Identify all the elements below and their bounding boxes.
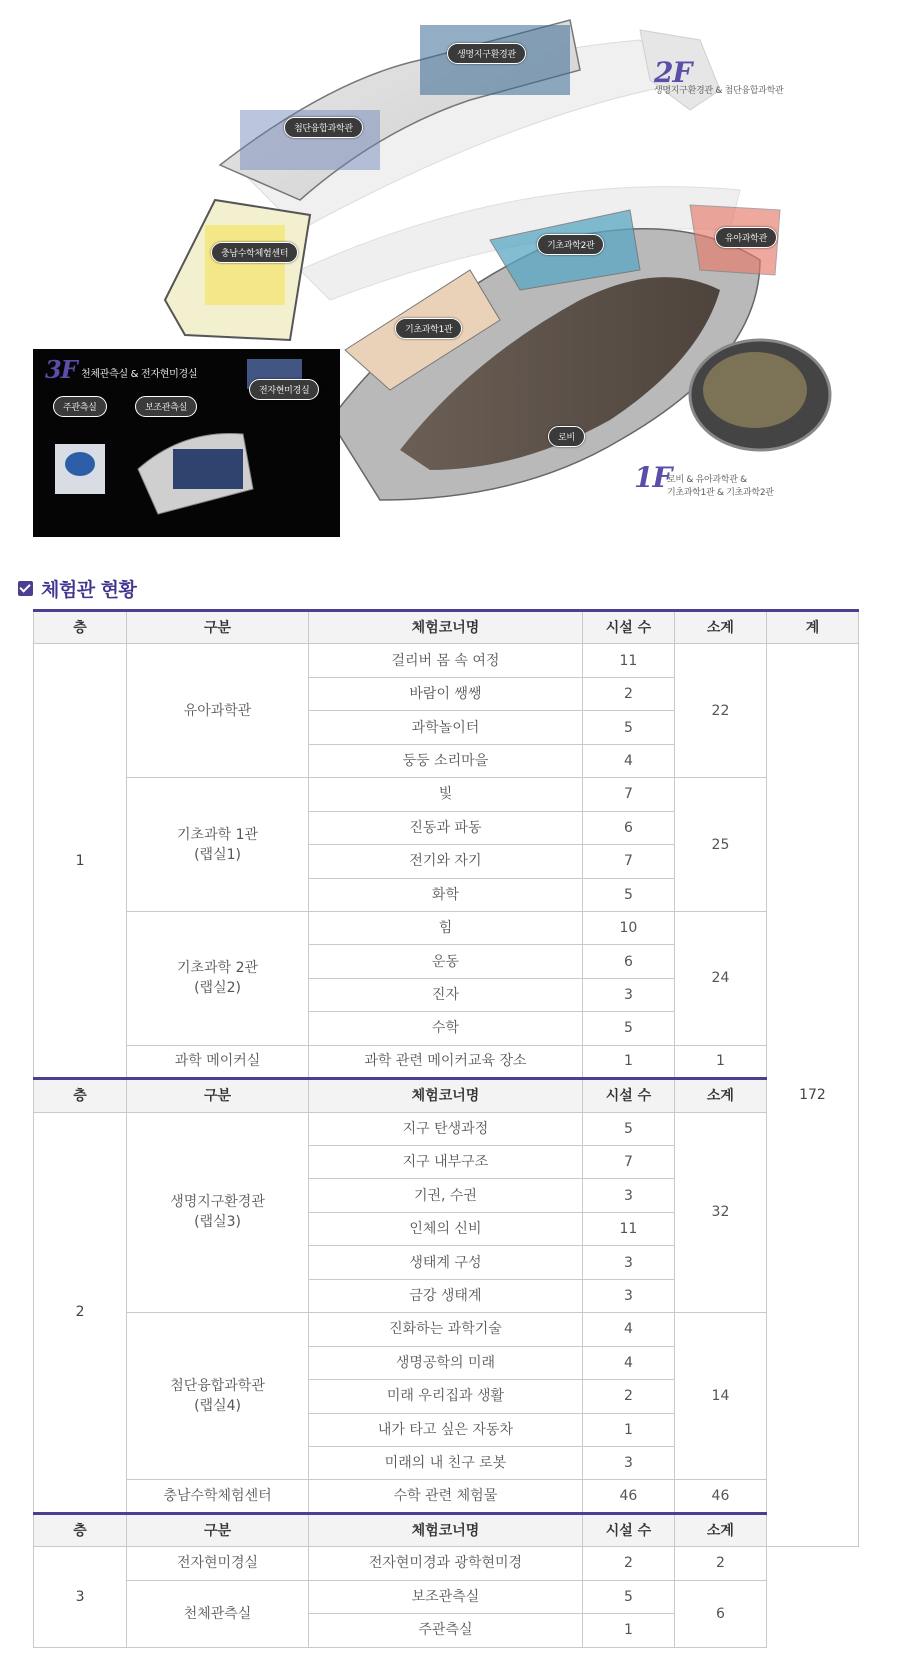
table-header-row — [34, 1079, 859, 1112]
corner-cell: 과학놀이터 — [308, 711, 582, 744]
category-cell: 전자현미경실 — [127, 1547, 309, 1580]
table-header-row — [34, 1513, 859, 1546]
corner-cell: 미래 우리집과 생활 — [308, 1380, 582, 1413]
subtotal-cell: 1 — [674, 1045, 766, 1078]
category-cell — [127, 1112, 309, 1313]
count-cell: 4 — [582, 1313, 674, 1346]
map-label-lobby: 로비 — [548, 426, 585, 447]
floor-3f-inset — [33, 349, 340, 537]
count-cell: 2 — [582, 677, 674, 710]
count-cell: 3 — [582, 1179, 674, 1212]
subtotal-cell: 6 — [674, 1580, 766, 1647]
corner-cell: 주관측실 — [308, 1614, 582, 1647]
map-label-bio-earth: 생명지구환경관 — [447, 43, 526, 64]
count-cell: 10 — [582, 911, 674, 944]
corner-cell: 둥둥 소리마을 — [308, 744, 582, 777]
corner-cell: 수학 관련 체험물 — [308, 1480, 582, 1513]
count-cell: 6 — [582, 945, 674, 978]
count-cell: 5 — [582, 1580, 674, 1613]
count-cell: 1 — [582, 1614, 674, 1647]
count-cell: 5 — [582, 878, 674, 911]
corner-cell: 지구 내부구조 — [308, 1146, 582, 1179]
header-category: 구분 — [127, 1079, 309, 1112]
table-row — [34, 644, 859, 677]
header-total: 계 — [766, 611, 858, 644]
checkbox-icon — [18, 581, 33, 596]
floor-2f-number: 2F — [654, 56, 692, 89]
corner-cell: 바람이 쌩쌩 — [308, 677, 582, 710]
corner-cell: 전기와 자기 — [308, 845, 582, 878]
table-row — [34, 1313, 859, 1346]
section-title: 체험관 현황 — [41, 579, 137, 601]
category-name: 첨단융합과학관 — [170, 1378, 265, 1395]
map-label-microscope: 전자현미경실 — [249, 379, 319, 400]
category-sub: (랩실3) — [194, 1214, 241, 1231]
corner-cell: 지구 탄생과정 — [308, 1112, 582, 1145]
count-cell: 4 — [582, 1346, 674, 1379]
category-cell — [127, 778, 309, 912]
category-cell — [127, 644, 309, 778]
count-cell: 7 — [582, 845, 674, 878]
subtotal-cell: 25 — [674, 778, 766, 912]
count-cell: 3 — [582, 1279, 674, 1312]
map-label-kids: 유아과학관 — [715, 227, 777, 248]
corner-cell: 과학 관련 메이커교육 장소 — [308, 1045, 582, 1078]
count-cell: 7 — [582, 778, 674, 811]
category-name: 기초과학 1관 — [177, 826, 259, 843]
facility-table — [33, 609, 859, 1648]
header-corner: 체험코너명 — [308, 1513, 582, 1546]
count-cell: 5 — [582, 711, 674, 744]
table-row — [34, 1580, 859, 1613]
floor-3f-description: 천체관측실 & 전자현미경실 — [81, 369, 198, 380]
count-cell: 5 — [582, 1012, 674, 1045]
category-name: 생명지구환경관 — [170, 1194, 265, 1211]
table-header-row — [34, 611, 859, 644]
corner-cell: 진동과 파동 — [308, 811, 582, 844]
header-count: 시설 수 — [582, 1513, 674, 1546]
corner-cell: 전자현미경과 광학현미경 — [308, 1547, 582, 1580]
map-label-main-obs: 주관측실 — [53, 396, 107, 417]
category-sub: (랩실2) — [194, 980, 241, 997]
count-cell: 7 — [582, 1146, 674, 1179]
map-label-basic2: 기초과학2관 — [537, 234, 604, 255]
count-cell: 3 — [582, 1246, 674, 1279]
count-cell: 1 — [582, 1045, 674, 1078]
header-floor: 층 — [34, 611, 127, 644]
count-cell: 3 — [582, 978, 674, 1011]
subtotal-cell: 14 — [674, 1313, 766, 1480]
subtotal-cell: 46 — [674, 1480, 766, 1513]
count-cell: 46 — [582, 1480, 674, 1513]
header-corner: 체험코너명 — [308, 1079, 582, 1112]
category-name: 기초과학 2관 — [177, 960, 259, 977]
map-label-basic1: 기초과학1관 — [395, 318, 462, 339]
corner-cell: 수학 — [308, 1012, 582, 1045]
header-category: 구분 — [127, 1513, 309, 1546]
category-cell: 천체관측실 — [127, 1580, 309, 1647]
count-cell: 2 — [582, 1380, 674, 1413]
table-row — [34, 1045, 859, 1078]
map-label-math-center: 충남수학체험센터 — [211, 242, 298, 263]
table-row — [34, 1112, 859, 1145]
floor-map-illustration — [0, 0, 904, 550]
count-cell: 2 — [582, 1547, 674, 1580]
corner-cell: 힘 — [308, 911, 582, 944]
table-row — [34, 911, 859, 944]
header-subtotal: 소계 — [674, 611, 766, 644]
corner-cell: 운동 — [308, 945, 582, 978]
corner-cell: 생태계 구성 — [308, 1246, 582, 1279]
category-cell: 충남수학체험센터 — [127, 1480, 309, 1513]
header-floor: 층 — [34, 1079, 127, 1112]
header-category: 구분 — [127, 611, 309, 644]
count-cell: 1 — [582, 1413, 674, 1446]
count-cell: 6 — [582, 811, 674, 844]
corner-cell: 빛 — [308, 778, 582, 811]
category-sub: (랩실4) — [194, 1398, 241, 1415]
header-subtotal: 소계 — [674, 1079, 766, 1112]
subtotal-cell: 2 — [674, 1547, 766, 1580]
map-label-sub-obs: 보조관측실 — [135, 396, 197, 417]
subtotal-cell: 32 — [674, 1112, 766, 1313]
count-cell: 3 — [582, 1446, 674, 1479]
floor-cell: 1 — [34, 644, 127, 1079]
floor-1f-description-line1: 로비 & 유아과학관 & — [667, 475, 747, 485]
category-name: 유아과학관 — [183, 702, 252, 719]
floor-cell: 3 — [34, 1547, 127, 1647]
corner-cell: 인체의 신비 — [308, 1212, 582, 1245]
subtotal-cell: 24 — [674, 911, 766, 1045]
corner-cell: 진화하는 과학기술 — [308, 1313, 582, 1346]
floor-cell: 2 — [34, 1112, 127, 1513]
header-count: 시설 수 — [582, 1079, 674, 1112]
table-row — [34, 1547, 859, 1580]
table-row — [34, 1480, 859, 1513]
header-count: 시설 수 — [582, 611, 674, 644]
header-floor: 층 — [34, 1513, 127, 1546]
map-label-advanced: 첨단융합과학관 — [284, 117, 363, 138]
corner-cell: 진자 — [308, 978, 582, 1011]
header-subtotal: 소계 — [674, 1513, 766, 1546]
count-cell: 5 — [582, 1112, 674, 1145]
category-cell: 과학 메이커실 — [127, 1045, 309, 1078]
corner-cell: 미래의 내 친구 로봇 — [308, 1446, 582, 1479]
corner-cell: 기권, 수권 — [308, 1179, 582, 1212]
table-row — [34, 778, 859, 811]
corner-cell: 내가 타고 싶은 자동차 — [308, 1413, 582, 1446]
corner-cell: 걸리버 몸 속 여정 — [308, 644, 582, 677]
category-cell — [127, 911, 309, 1045]
count-cell: 4 — [582, 744, 674, 777]
total-cell: 172 — [766, 644, 858, 1547]
category-cell — [127, 1313, 309, 1480]
subtotal-cell: 22 — [674, 644, 766, 778]
corner-cell: 금강 생태계 — [308, 1279, 582, 1312]
floor-1f-description-line2: 기초과학1관 & 기초과학2관 — [667, 488, 774, 498]
header-corner: 체험코너명 — [308, 611, 582, 644]
count-cell: 11 — [582, 1212, 674, 1245]
corner-cell: 생명공학의 미래 — [308, 1346, 582, 1379]
corner-cell: 보조관측실 — [308, 1580, 582, 1613]
section-header — [18, 575, 136, 602]
corner-cell: 화학 — [308, 878, 582, 911]
floor-2f-description: 생명지구환경관 & 첨단융합과학관 — [654, 86, 784, 96]
category-sub: (랩실1) — [194, 846, 241, 863]
count-cell: 11 — [582, 644, 674, 677]
floor-1f-number: 1F — [634, 461, 672, 494]
floor-3f-number: 3F — [45, 355, 77, 384]
floor-3f-illustration — [33, 349, 340, 537]
